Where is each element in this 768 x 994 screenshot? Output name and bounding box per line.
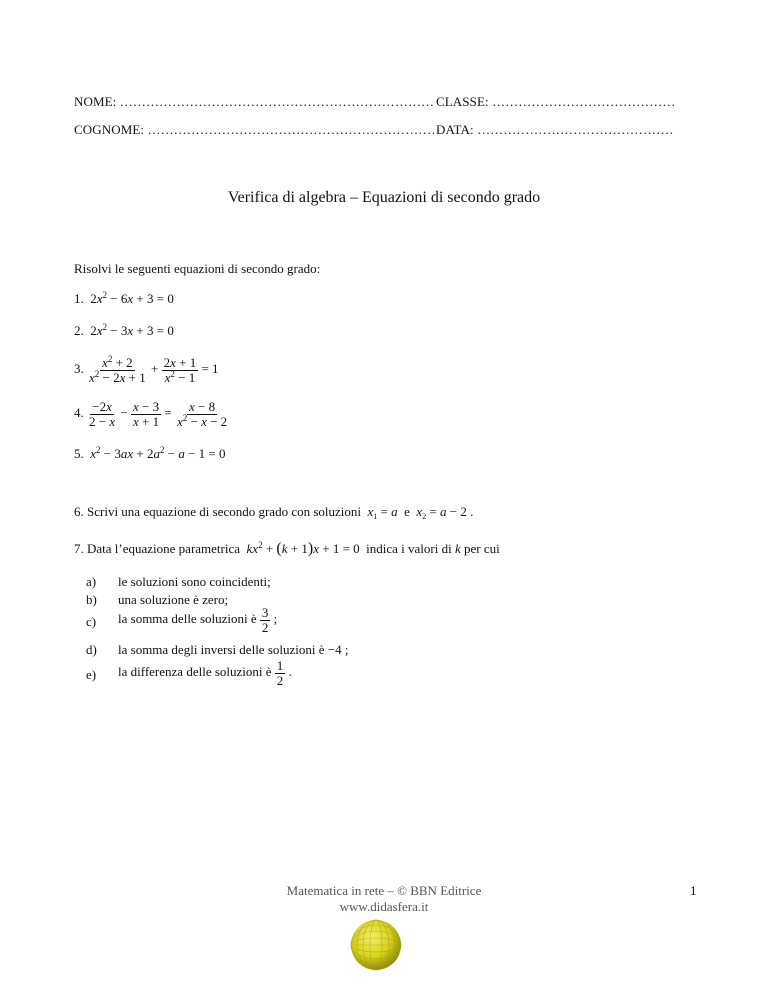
item-d: la somma degli inversi delle soluzioni è −4 ;	[118, 642, 349, 657]
equation-5: 5. $x^2 - 3ax + 2a^2 - a - 1 = 0$	[74, 445, 226, 461]
globe-logo-icon	[350, 919, 402, 971]
equation-2: 2. $2x^2 - 3x + 3 = 0$	[74, 322, 174, 338]
equation-3: 3. $\frac{x^2 + 2}{x^2 - 2x + 1}$ + $\frac{2x + 1}{x^2 - 1}$ = 1	[74, 354, 219, 385]
cognome-field: COGNOME: …………………………………………………………	[74, 122, 436, 137]
footer-website: www.didasfera.it	[339, 899, 429, 914]
equation-1: 1. $2x^2 - 6x + 3 = 0$	[74, 290, 174, 306]
instruction: Risolvi le seguenti equazioni di secondo grado:	[74, 261, 321, 276]
question-6: 6. Scrivi una equazione di secondo grado con soluzioni $x_1 = a$ e $x_2 = a - 2$ .	[74, 504, 474, 521]
classe-field: CLASSE: ……………………………………	[436, 94, 676, 109]
equation-4: 4. $\frac{-2x}{2 - x}$ − $\frac{x - 3}{x + 1}$ = $\frac{x - 8}{x^2 - x - 2}$	[74, 399, 228, 429]
item-text-a: le soluzioni sono coincidenti;	[118, 574, 271, 589]
item-label-a: a)	[86, 574, 97, 589]
item-e: la differenza delle soluzioni è $\frac{1}{2}$ .	[118, 658, 292, 688]
question-7: 7. Data l’equazione parametrica $kx^2 + (k + 1)x + 1 = 0$ indica i valori di k per cui	[74, 540, 500, 557]
item-label-b: b)	[86, 592, 97, 607]
item-label-c: c)	[86, 614, 97, 629]
data-field: DATA: ………………………………………	[436, 122, 674, 137]
item-c: la somma delle soluzioni è $\frac{3}{2}$ ;	[118, 605, 278, 635]
footer-publisher: Matematica in rete – © BBN Editrice	[286, 883, 482, 898]
nome-field: NOME: ………………………………………………………………	[74, 94, 435, 109]
page-title: Verifica di algebra – Equazioni di secondo grado	[227, 189, 541, 206]
item-label-e: e)	[86, 667, 97, 682]
page-number: 1	[690, 883, 697, 898]
item-text-b: una soluzione è zero;	[118, 592, 229, 607]
item-label-d: d)	[86, 642, 97, 657]
